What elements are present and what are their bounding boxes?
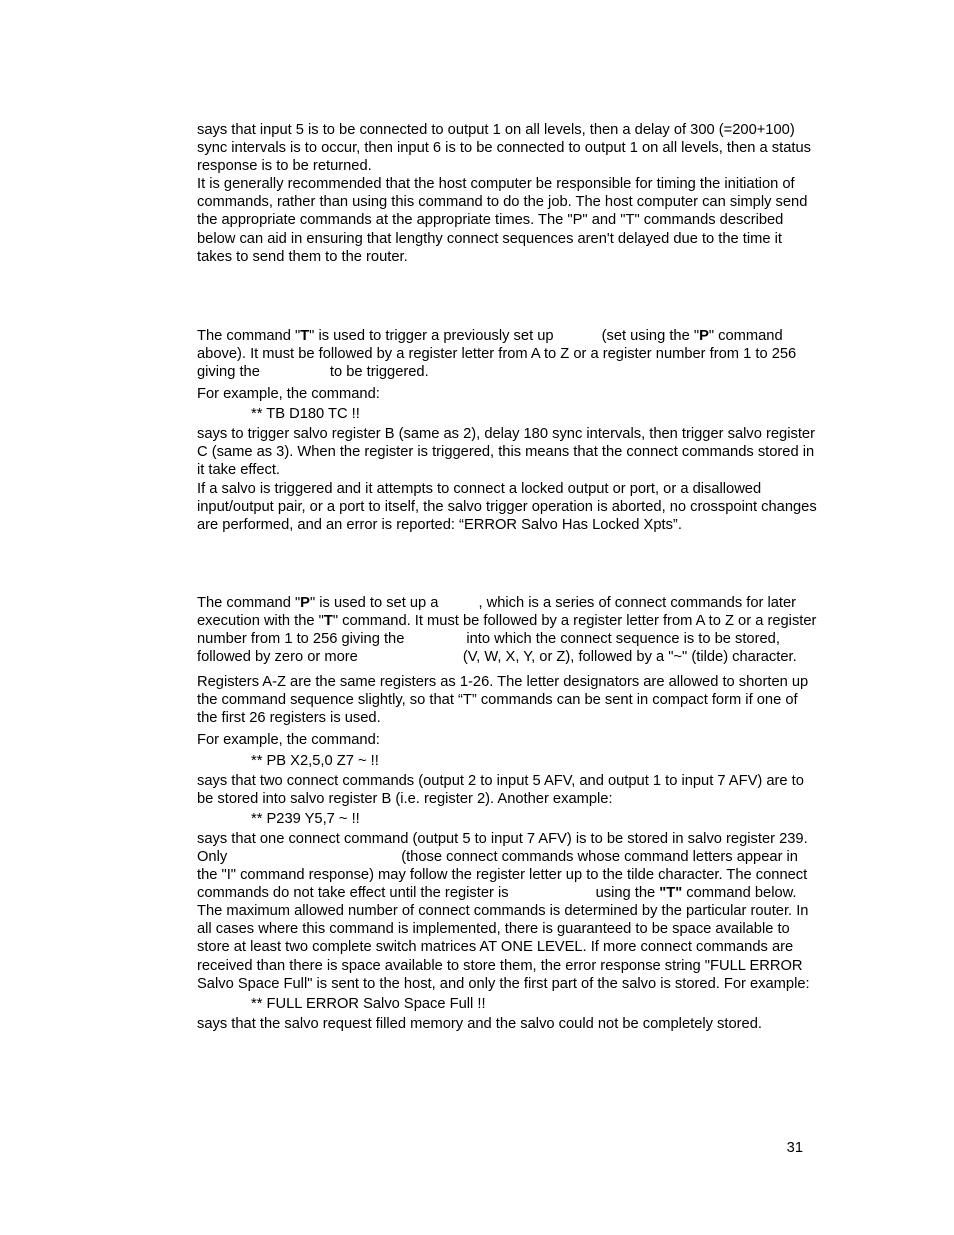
- command-line: [197, 810, 817, 828]
- missing-word-gap: [358, 660, 463, 661]
- text-run: Registers A-Z are the same registers as 1-26. The letter designators are allowed to shorten up the command sequence slightly, so that “T” commands can be sent in compact form if one of the first 26 registers is used.: [197, 674, 809, 727]
- bold-text-run: T: [300, 327, 310, 344]
- text-run: , which is a series of connect commands for later execution with the ": [197, 594, 797, 629]
- missing-word-gap: [260, 375, 330, 376]
- text-run: says that input 5 is to be connected to output 1 on all levels, then a delay of 300 (=200+100) sync intervals is to occur, then input 6 is to be connected to output 1 on all levels, then a status response is to be returned.: [197, 122, 811, 175]
- text-run: ** TB D180 TC !!: [251, 406, 360, 423]
- text-run: " command. It must be followed by a register letter from A to Z or a register number from 1 to 256 giving the: [197, 612, 817, 647]
- text-run: (set using the ": [601, 327, 700, 344]
- text-run: " is used to set up a: [309, 594, 439, 611]
- text-run: to be triggered.: [329, 363, 429, 380]
- text-run: says that one connect command (output 5 to input 7 AFV) is to be stored in salvo register 239.: [197, 830, 808, 847]
- paragraph: [197, 1015, 817, 1033]
- text-run: " command above). It must be followed by a register letter from A to Z or a register number from 1 to 256 giving the: [197, 327, 797, 380]
- paragraph: [197, 772, 817, 808]
- text-run: For example, the command:: [197, 732, 380, 749]
- paragraph: [197, 731, 817, 749]
- missing-word-gap: [438, 606, 478, 607]
- heading-gap: [197, 266, 817, 327]
- paragraph: [197, 327, 817, 381]
- command-line: [197, 752, 817, 770]
- text-run: The maximum allowed number of connect commands is determined by the particular router. In all cases where this command is implemented, there is guaranteed to be space available to store at least two complete switch matrices AT ONE LEVEL. If more connect commands are received than there is space available to store them, the error response string "FULL ERROR Salvo Space Full" is sent to the host, and only the first part of the salvo is stored. For example:: [197, 903, 810, 992]
- paragraph: [197, 673, 817, 727]
- missing-word-gap: [227, 860, 401, 861]
- text-run: The command ": [197, 594, 301, 611]
- bold-text-run: "T": [659, 885, 683, 902]
- text-run: If a salvo is triggered and it attempts to connect a locked output or port, or a disallowed input/output pair, or a port to itself, the salvo trigger operation is aborted, no crosspoint changes are performed, and an error is reported: “ERROR Salvo Has Locked Xpts”.: [197, 480, 817, 533]
- missing-word-gap: [554, 339, 602, 340]
- bold-text-run: P: [300, 594, 310, 611]
- paragraph: [197, 385, 817, 403]
- paragraph: [197, 594, 817, 666]
- heading-gap: [197, 534, 817, 594]
- text-run: using the: [595, 885, 660, 902]
- page-number: 31: [786, 1140, 803, 1156]
- text-run: ** FULL ERROR Salvo Space Full !!: [251, 995, 486, 1012]
- text-run: The command ": [197, 327, 301, 344]
- paragraph: [197, 121, 817, 175]
- text-run: ** PB X2,5,0 Z7 ~ !!: [251, 752, 379, 769]
- paragraph: [197, 830, 817, 848]
- bold-text-run: T: [323, 612, 333, 629]
- text-run: says to trigger salvo register B (same as 2), delay 180 sync intervals, then trigger salvo register C (same as 3). When the register is triggered, this means that the connect commands stored in it take effect.: [197, 426, 815, 479]
- text-run: (V, W, X, Y, or Z), followed by a "~" (tilde) character.: [462, 649, 797, 666]
- text-run: says that two connect commands (output 2 to input 5 AFV, and output 1 to input 7 AFV) are to be stored into salvo register B (i.e. register 2). Another example:: [197, 772, 804, 807]
- text-run: For example, the command:: [197, 386, 380, 403]
- missing-word-gap: [509, 896, 596, 897]
- text-run: says that the salvo request filled memory and the salvo could not be completely stored.: [197, 1015, 762, 1032]
- command-line: [197, 405, 817, 423]
- paragraph: [197, 848, 817, 902]
- text-run: Only: [197, 849, 228, 865]
- text-run: It is generally recommended that the host computer be responsible for timing the initiation of commands, rather than using this command to do the job. The host computer can simply send the appropriate commands at the appropriate times. The "P" and "T" commands described below can aid in ensuring that lengthy connect sequences aren't delayed due to the time it takes to send them to the router.: [197, 176, 808, 265]
- text-run: ** P239 Y5,7 ~ !!: [251, 810, 360, 827]
- text-run: command below.: [682, 885, 797, 902]
- missing-word-gap: [404, 642, 466, 643]
- paragraph: [197, 425, 817, 479]
- paragraph: [197, 480, 817, 534]
- paragraph: [197, 175, 817, 265]
- text-run: (those connect commands whose command letters appear in the "I" command response) may follow the register letter up to the tilde character. The connect commands do not take effect until the register is: [197, 849, 808, 902]
- text-run: into which the connect sequence is to be stored, followed by zero or more: [197, 630, 780, 666]
- paragraph: [197, 902, 817, 992]
- bold-text-run: P: [699, 327, 709, 344]
- document-body: [197, 121, 817, 1033]
- text-run: " is used to trigger a previously set up: [309, 327, 554, 344]
- command-line: [197, 995, 817, 1013]
